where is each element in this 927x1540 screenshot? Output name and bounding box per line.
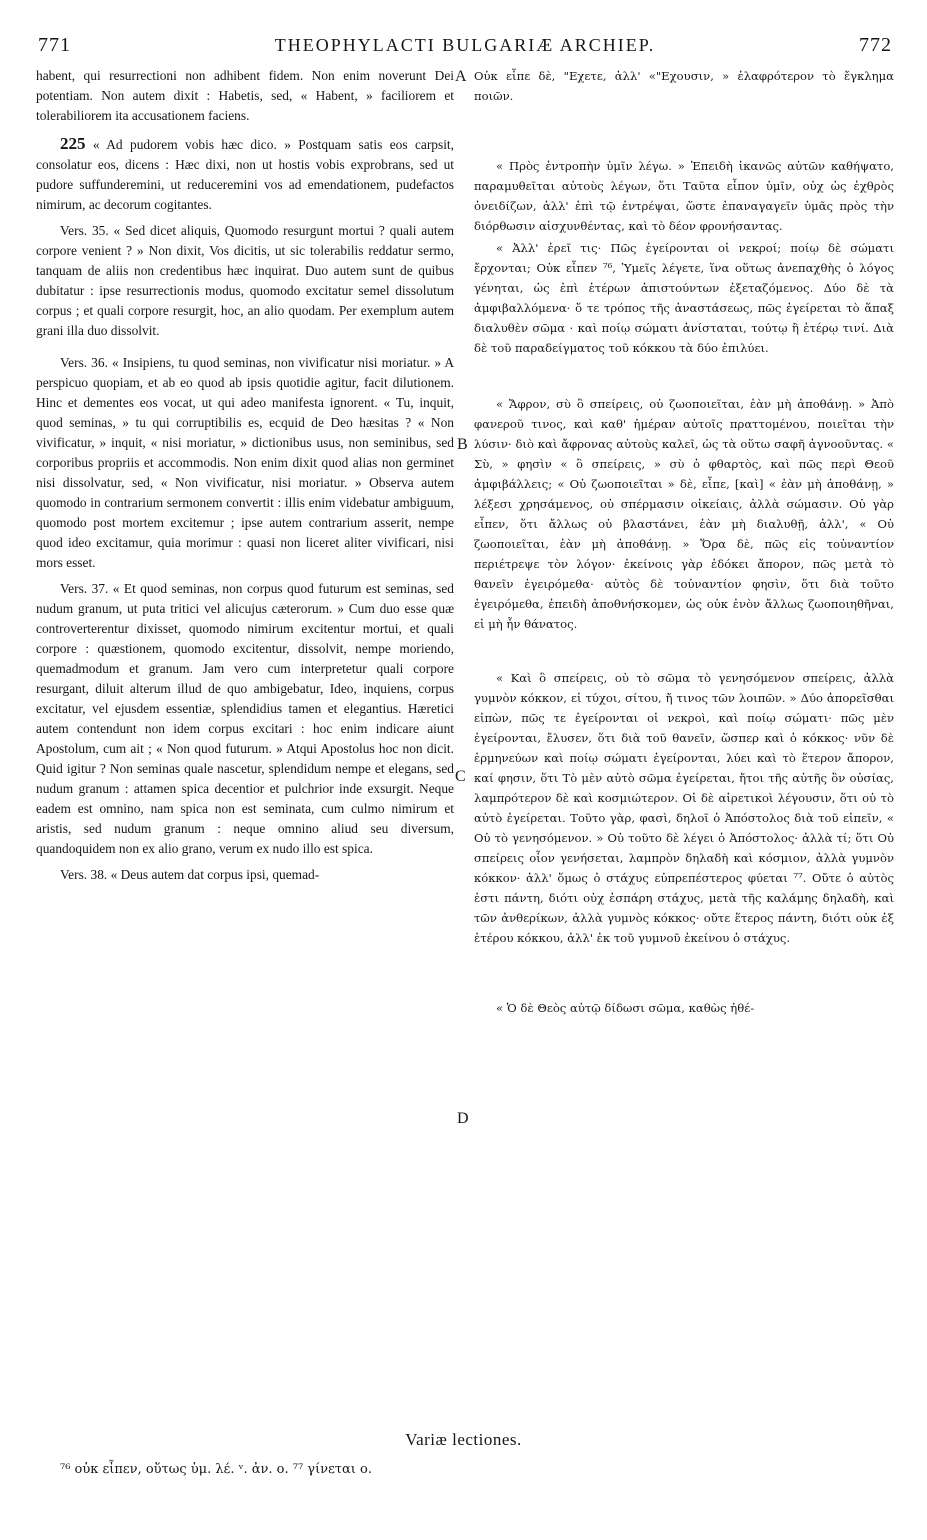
running-title: THEOPHYLACTI BULGARIÆ ARCHIEP. — [274, 35, 656, 55]
greek-paragraph: « Ὁ δὲ Θεὸς αὐτῷ δίδωσι σῶμα, καθὼς ἠθέ- — [496, 1001, 755, 1015]
margin-marker-d: D — [457, 1110, 469, 1127]
section-number: 225 — [60, 134, 86, 153]
variant-readings — [0, 1430, 927, 1477]
greek-column — [474, 66, 894, 1018]
running-header — [38, 34, 892, 58]
greek-paragraph: « Ἄφρον, σὺ ὃ σπείρεις, οὐ ζωοποιεῖται, ἐὰν μὴ ἀποθάνῃ. » Ἀπὸ φανεροῦ τινος, καὶ καθ' ἡμέραν αὐτοῖς πραττομένου, ποιεῖται τὴν λύσιν· διὸ καὶ ἄφρονας αὐτοὺς καλεῖ, ὡς τὰ οὕτω σαφῆ ἀγνοοῦντας. « Σὺ, » φησὶν « ὃ σπείρεις, » σὺ ὁ φθαρτὸς, καὶ πῶς περὶ Θεοῦ ἀμφιβάλλεις; « Οὐ ζωοποιεῖται » δὲ, εἶπε, [καὶ] « ἐὰν μὴ ἀποθάνῃ, » λέξεσι χρησάμενος, οὐ σπέρμασιν οἰκείαις, ἀλλὰ σώμασιν. Οὐ γὰρ εἶπεν, ὅτι ἄλλως οὐ βλαστάνει, ἐὰν μὴ διαλυθῇ, ἀλλ', « Οὐ ζωοποιεῖται, ἐὰν μὴ ἀποθάνῃ. » Ὅρα δὲ, πῶς εἰς τοὐναντίον περιέτρεψε τὸν λόγον· ἐκείνοις γὰρ ἐδόκει ἄπορον, πῶς μετὰ τὸ θανεῖν ἐγειρόμεθα· αὐτὸς δὲ τοὐναντίον φησὶν, ὅτι διὰ τοῦτο ἐγειρόμεθα, ἐπειδὴ ἀποθνήσκομεν, ὡς οὐκ ἐνὸν ἄλλως ζωοποιηθῆναι, εἰ μὴ ἦν θάνατος. — [474, 397, 894, 631]
latin-paragraph: habent, qui resurrectioni non adhibent fidem. Non enim noverunt Dei potentiam. Non autem dixit : Habetis, sed, « Habent, » faciliorem et tolerabiliorem ita accusationem faciens. — [36, 68, 454, 123]
margin-marker-c: C — [455, 768, 466, 785]
latin-paragraph: Vers. 38. « Deus autem dat corpus ipsi, quemad- — [60, 867, 320, 882]
variant-notes: ⁷⁶ οὐκ εἶπεν, οὕτως ὑμ. λέ. ᵛ. ἀν. ο. ⁷⁷ γίνεται ο. — [60, 1462, 372, 1477]
page-number-right: 772 — [859, 34, 892, 56]
latin-paragraph-text: « Ad pudorem vobis hæc dico. » Postquam satis eos carpsit, consolatur eos, dicens : Hæc dixi, non ut hostis vobis exprobrans, sed ut pudore suffunderemini, ut reduceremini vos ad emendationem, pudefactos nimirum, ac decorum cogitantes. — [36, 137, 454, 212]
greek-paragraph: « Καὶ ὃ σπείρεις, οὐ τὸ σῶμα τὸ γενησόμενον σπείρεις, ἀλλὰ γυμνὸν κόκκον, εἰ τύχοι, σίτου, ἤ τινος τῶν λοιπῶν. » Δύο ἀπορεῖσθαι εἰπὼν, πῶς τε ἐγείρονται οἱ νεκροὶ, καὶ ποίῳ σώματι· πῶς μὲν ἐγείρονται, ἔλυσεν, ὅτι διὰ τοῦ θανεῖν, ὥσπερ καὶ ὁ κόκκος· νῦν δὲ ἑρμηνεύων καὶ ποίῳ σώματι ἐγείρονται, λύει καὶ τὸ ἕτερον ἄπορον, καί φησιν, ὅτι Τὸ μὲν αὐτὸ σῶμα ἐγείρεται, ἤτοι τῆς αὐτῆς ὂν οὐσίας, λαμπρότερον δὲ καὶ κοσμιώτερον. Οἱ δὲ αἱρετικοὶ λέγουσιν, ὅτι οὐ τὸ αὐτὸ ἐγείρεται. Τοῦτο γὰρ, φασὶ, δηλοῖ ὁ Ἀπόστολος διὰ τοῦ εἰπεῖν, « Οὐ τὸ γενησόμενον. » Οὐ τοῦτο δὲ λέγει ὁ Ἀπόστολος· ἀλλὰ τί; ὅτι Οὐ σπείρεις οἷον γενήσεται, λαμπρὸν δηλαδὴ καὶ κόσμιον, ἀλλὰ γυμνὸν κόκκον· ἀλλ' ὅμως ὁ στάχυς εὐπρεπέστερος φύεται ⁷⁷. Οὔτε ὁ αὐτὸς ἐστι πάντη, διότι οὐχ ἐσπάρη στάχυς, μετὰ τῆς καλάμης δηλαδὴ, καὶ τῶν ἀνθερίκων, ἀλλὰ γυμνὸς κόκκος· οὔτε ἕτερος πάντη, διότι οὐκ ἐξ ἑτέρου κόκκου, ἀλλ' ἐκ τοῦ γυμνοῦ ἐκείνου ὁ στάχυς. — [474, 671, 894, 945]
latin-paragraph: Vers. 37. « Et quod seminas, non corpus quod futurum est seminas, sed nudum granum, ut puta tritici vel alicujus cæterorum. » Cum duo esse quæ controverterentur dixisset, quomodo nimirum excitentur mortui, et quali corpore : quæstionem, quomodo excitentur, dissolvit, nempe moriendo, quemadmodum et granum. Jam vero cum interpretetur quali corpore resurgant, diluit alterum illud de quo ambigebatur, Ideo, inquiens, corpus excitatur, vel ejusdem essentiæ, splendidius tamen et elegantius. Hæretici autem contendunt non idem corpus excitari : hoc enim indicare aiunt Apostolum, cum ait ; « Non quod futurum. » Atqui Apostolus hoc non dicit. Quid igitur ? Non seminas quale nascetur, splendidum nempe et elegans, sed nudum granum : attamen spica decentior et pulchrior inde exsurgit. Neque eadem est omnino, nam spica non est seminata, cum culmo nimirum et aristis, sed nudum granum : neque omnino aliud seu diversum, quandoquidem non ex alio grano, verum ex nudo illo est spica. — [36, 581, 454, 856]
greek-paragraph: Οὐκ εἶπε δὲ, "Εχετε, ἀλλ' «"Εχουσιν, » ἐλαφρότερον τὸ ἔγκλημα ποιῶν. — [474, 69, 894, 103]
latin-paragraph: Vers. 35. « Sed dicet aliquis, Quomodo resurgunt mortui ? quali autem corpore venient ? » Non dixit, Vos dicitis, ut sic tolerabilis reddatur sermo, tanquam de aliis non credentibus hæc inquirat. Duo autem sunt de quibus dubitatur : ipse resurrectionis modus, quomodo excitatur semel dissolutum corpus ; et quali corpore resurgit, hoc, an alio quodam. Per exemplum autem grani illa duo dissolvit. — [36, 223, 454, 338]
latin-column — [36, 66, 454, 885]
page-number-left: 771 — [38, 34, 71, 56]
margin-marker-b: B — [457, 436, 468, 453]
latin-paragraph — [36, 134, 454, 215]
greek-paragraph: « Ἀλλ' ἐρεῖ τις· Πῶς ἐγείρονται οἱ νεκροί; ποίῳ δὲ σώματι ἔρχονται; Οὐκ εἶπεν ⁷⁶, Ὑμεῖς λέγετε, ἵνα οὕτως ἀνεπαχθὴς ὁ λόγος γένηται, ὡς ἐπὶ ἑτέρων ἀπιστούντων ἐξεταζόμενος. Δύο δὲ τὰ ἀμφιβαλλόμενα· ὅ τε τρόπος τῆς ἀναστάσεως, πῶς ἐγείρεται τὸ ἅπαξ διαλυθὲν σῶμα · καὶ ποίῳ σώματι ἀνίσταται, τούτῳ ἢ ἑτέρῳ τινί. Διὰ δὲ τοῦ παραδείγματος τοῦ κόκκου τὰ δύο ἐπιλύει. — [474, 241, 894, 355]
margin-marker-a: A — [455, 68, 467, 85]
latin-paragraph: Vers. 36. « Insipiens, tu quod seminas, non vivificatur nisi moriatur. » A perspicuo quopiam, et ab eo quod ab ipsis quotidie agitur, facit dilutionem. Hinc et dementes eos vocat, ut qui adeo manifesta ignorent. « Tu, inquit, quod seminas, » tu qui corruptibilis es, ecquid de Deo hæsitas ? « Non vivificatur, » inquit, « nisi moriatur, » dictionibus usus, non seminibus, sed corporibus propriis et accommodis. Non enim dixit quod alias non germinet nisi dissolvatur, sed, « Non vivificatur, nisi moriatur. » Observa autem quomodo in contrarium sermonem convertit : illis enim videbatur ambiguum, quomodo post mortem excitemur ; ipse autem contrarium asserit, nempe quod ideo excitamur, quia morimur : quasi non liceret aliter vivificari, nisi mors esset. — [36, 355, 454, 570]
greek-paragraph: « Πρὸς ἐντροπὴν ὑμῖν λέγω. » Ἐπειδὴ ἱκανῶς αὐτῶν καθήψατο, παραμυθεῖται αὐτοὺς λέγων, ὅτι Ταῦτα εἶπον ὑμῖν, οὐχ ὡς ἐχθρὸς ὀνειδίζων, ἀλλ' ἐπὶ τῷ ἐντρέψαι, ὥστε ἐπαναγαγεῖν ὑμᾶς πρὸς τὴν διόρθωσιν αἰσχυνθέντας, καὶ τὸ δέον φρονήσαντας. — [474, 159, 894, 233]
variants-title: Variæ lectiones. — [405, 1430, 522, 1449]
